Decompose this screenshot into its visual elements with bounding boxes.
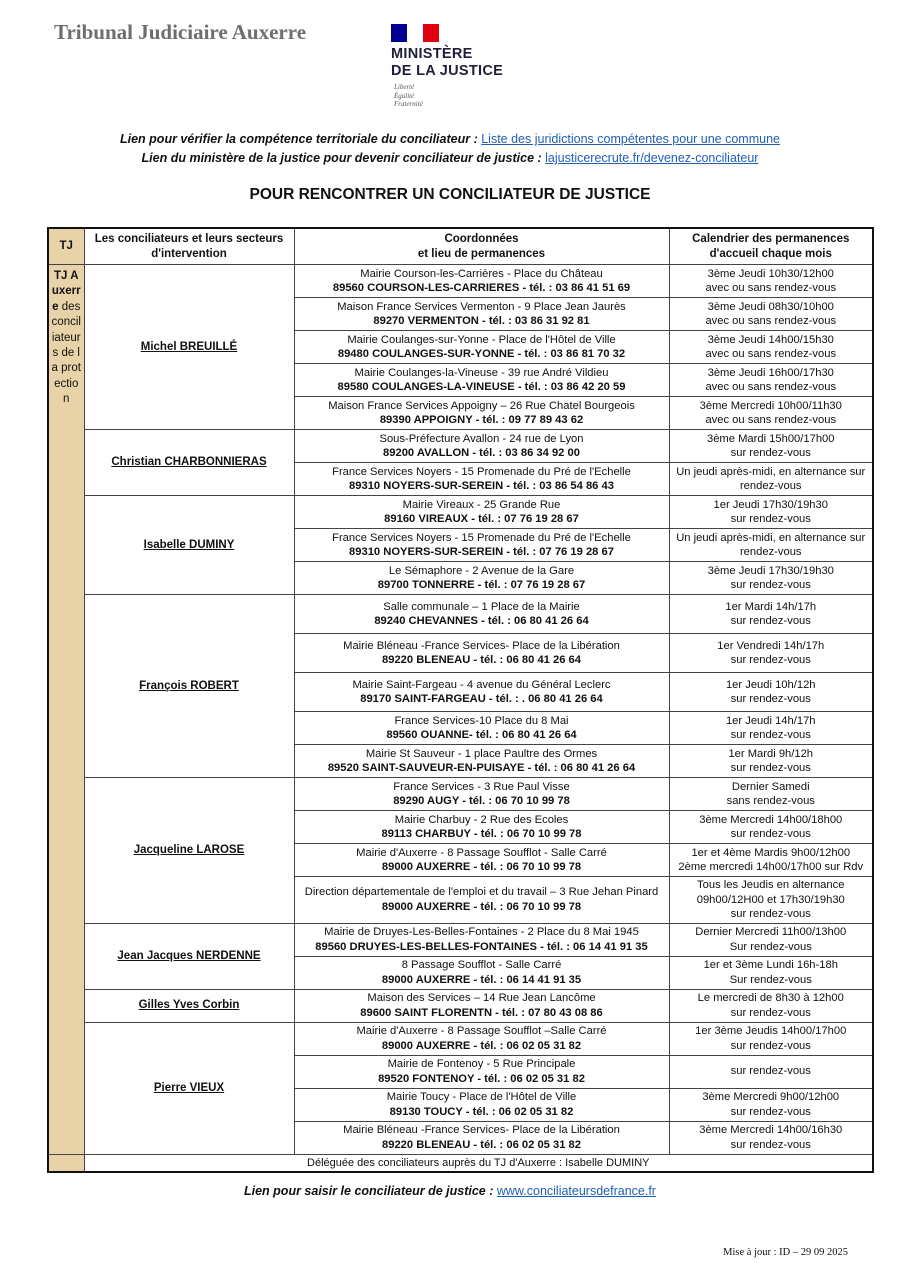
link-line-recrute — [0, 151, 900, 165]
schedule-cell — [669, 430, 873, 463]
link-label: Lien pour saisir le conciliateur de justice : — [244, 1184, 494, 1198]
location-cell — [294, 1055, 669, 1088]
location-address: 8 Passage Soufflot - Salle Carré — [401, 959, 562, 971]
saisir-link-line — [0, 1184, 900, 1198]
schedule-cell — [669, 745, 873, 778]
conciliateur-name: Jacqueline LAROSE — [133, 844, 245, 856]
location-cell — [294, 844, 669, 877]
table-row — [48, 989, 873, 1022]
schedule-cell — [669, 1121, 873, 1154]
table-row — [48, 923, 873, 956]
conciliateur-cell — [84, 265, 294, 430]
location-phone: 89480 COULANGES-SUR-YONNE - tél. : 03 86 81 70 32 — [337, 348, 626, 360]
schedule-line: Un jeudi après-midi, en alternance sur — [676, 531, 866, 544]
schedule-line: sur rendez-vous — [730, 513, 811, 525]
location-phone: 89520 FONTENOY - tél. : 06 02 05 31 82 — [378, 1072, 585, 1085]
location-phone: 89580 COULANGES-LA-VINEUSE - tél. : 03 86 42 20 59 — [337, 381, 626, 393]
schedule-line: sur rendez-vous — [730, 1065, 811, 1078]
location-address: Mairie de Druyes-Les-Belles-Fontaines - 2 Place du 8 Mai 1945 — [324, 926, 639, 938]
location-phone: 89560 COURSON-LES-CARRIERES - tél. : 03 86 41 51 69 — [332, 282, 631, 294]
delegate-row — [48, 1154, 873, 1172]
location-address: Mairie Toucy - Place de l'Hôtel de Ville — [386, 1091, 577, 1103]
location-address: Maison France Services Appoigny – 26 Rue Chatel Bourgeois — [328, 399, 635, 412]
schedule-cell — [669, 397, 873, 430]
location-phone: 89270 VERMENTON - tél. : 03 86 31 92 81 — [373, 315, 590, 327]
location-phone: 89000 AUXERRE - tél. : 06 14 41 91 35 — [381, 973, 582, 986]
location-phone: 89160 VIREAUX - tél. : 07 76 19 28 67 — [384, 513, 579, 525]
location-address: Mairie de Fontenoy - 5 Rue Principale — [387, 1058, 576, 1070]
schedule-line: Sur rendez-vous — [729, 940, 812, 953]
schedule-line: Le mercredi de 8h30 à 12h00 — [697, 992, 844, 1004]
location-cell — [294, 463, 669, 496]
location-address: Mairie Bléneau -France Services- Place de la Libération — [343, 639, 620, 652]
tj-cell-footer — [48, 1154, 84, 1172]
schedule-line: avec ou sans rendez-vous — [705, 381, 837, 393]
schedule-line: 3ème Jeudi 08h30/10h00 — [707, 300, 834, 313]
conciliateur-name: Michel BREUILLÉ — [140, 340, 238, 353]
schedule-line: 1er Mardi 14h/17h — [725, 600, 817, 613]
conciliateur-cell — [84, 1022, 294, 1154]
conciliateur-cell — [84, 778, 294, 924]
schedule-line: sur rendez-vous — [730, 908, 811, 920]
location-cell — [294, 989, 669, 1022]
conciliateur-cell — [84, 923, 294, 989]
location-phone: 89560 OUANNE- tél. : 06 80 41 26 64 — [386, 729, 577, 741]
table-row — [48, 778, 873, 811]
conciliateur-name: Gilles Yves Corbin — [138, 999, 240, 1012]
schedule-line: sans rendez-vous — [726, 795, 815, 807]
conciliateur-name: Christian CHARBONNIERAS — [111, 456, 267, 469]
link-label: Lien du ministère de la justice pour devenir conciliateur de justice : — [141, 151, 542, 165]
schedule-line: sur rendez-vous — [730, 828, 811, 840]
location-cell — [294, 634, 669, 673]
tj-description: des conciliateurs de la protection — [51, 300, 81, 406]
location-cell — [294, 778, 669, 811]
location-address: Sous-Préfecture Avallon - 24 rue de Lyon — [379, 432, 584, 445]
schedule-line: sur rendez-vous — [730, 729, 811, 741]
location-phone: 89560 DRUYES-LES-BELLES-FONTAINES - tél. : 06 14 41 91 35 — [315, 940, 648, 953]
location-address: France Services - 3 Rue Paul Visse — [393, 780, 570, 793]
schedule-line: Sur rendez-vous — [729, 973, 812, 986]
location-address: Direction départementale de l'emploi et du travail – 3 Rue Jehan Pinard — [304, 886, 659, 899]
location-cell — [294, 673, 669, 712]
schedule-line: avec ou sans rendez-vous — [705, 315, 837, 327]
schedule-line: 1er et 4ème Mardis 9h00/12h00 — [691, 846, 851, 859]
link-label: Lien pour vérifier la compétence territoriale du conciliateur : — [120, 132, 478, 146]
schedule-cell — [669, 331, 873, 364]
header-coordonnees: Coordonnées et lieu de permanences — [294, 228, 669, 265]
schedule-line: 1er Mardi 9h/12h — [728, 747, 814, 760]
schedule-line: 1er Jeudi 10h/12h — [725, 678, 816, 691]
location-phone: 89130 TOUCY - tél. : 06 02 05 31 82 — [389, 1105, 574, 1118]
schedule-line: sur rendez-vous — [730, 762, 811, 774]
location-phone: 89200 AVALLON - tél. : 03 86 34 92 00 — [383, 447, 580, 459]
schedule-line: 3ème Mercredi 14h00/16h30 — [699, 1124, 843, 1136]
location-phone: 89000 AUXERRE - tél. : 06 02 05 31 82 — [381, 1039, 582, 1052]
location-phone: 89000 AUXERRE - tél. : 06 70 10 99 78 — [381, 861, 582, 873]
schedule-line: sur rendez-vous — [730, 579, 811, 591]
table-row — [48, 265, 873, 298]
location-cell — [294, 430, 669, 463]
link-line-competence — [0, 132, 900, 146]
schedule-cell — [669, 496, 873, 529]
schedule-line: 1er et 3ème Lundi 16h-18h — [703, 959, 838, 971]
location-cell — [294, 1088, 669, 1121]
schedule-cell — [669, 673, 873, 712]
schedule-line: Dernier Samedi — [731, 780, 810, 793]
schedule-cell — [669, 529, 873, 562]
schedule-line: 1er Vendredi 14h/17h — [717, 639, 825, 652]
schedule-line: Tous les Jeudis en alternance — [697, 879, 845, 891]
location-cell — [294, 397, 669, 430]
location-cell — [294, 745, 669, 778]
marianne-flag-icon — [391, 24, 439, 42]
schedule-cell — [669, 595, 873, 634]
location-phone: 89310 NOYERS-SUR-SEREIN - tél. : 03 86 54 86 43 — [349, 480, 614, 492]
schedule-line: sur rendez-vous — [730, 615, 811, 627]
schedule-line: avec ou sans rendez-vous — [705, 414, 837, 426]
tj-cell — [48, 265, 84, 1155]
conciliateur-name: Pierre VIEUX — [153, 1081, 225, 1094]
schedule-line: 1er 3ème Jeudis 14h00/17h00 — [695, 1025, 847, 1037]
location-phone: 89170 SAINT-FARGEAU - tél. : . 06 80 41 26 64 — [360, 693, 603, 705]
table-row — [48, 595, 873, 634]
location-address: Maison France Services Vermenton - 9 Place Jean Jaurès — [337, 300, 626, 313]
schedule-line: sur rendez-vous — [730, 1138, 811, 1151]
schedule-line: 3ème Mardi 15h00/17h00 — [706, 432, 835, 445]
header-conciliateurs: Les conciliateurs et leurs secteurs d'intervention — [84, 228, 294, 265]
schedule-line: avec ou sans rendez-vous — [705, 348, 837, 360]
schedule-cell — [669, 562, 873, 595]
location-address: Mairie Coulanges-la-Vineuse - 39 rue André Vildieu — [354, 366, 609, 379]
schedule-line: 1er Jeudi 14h/17h — [725, 714, 816, 727]
table-row — [48, 496, 873, 529]
location-phone: 89220 BLENEAU - tél. : 06 80 41 26 64 — [382, 654, 581, 666]
schedule-line: sur rendez-vous — [730, 654, 811, 666]
schedule-line: rendez-vous — [739, 546, 802, 558]
location-address: Mairie Vireaux - 25 Grande Rue — [402, 498, 561, 511]
conciliateur-cell — [84, 989, 294, 1022]
header-tj: TJ — [48, 228, 84, 265]
schedule-cell — [669, 1055, 873, 1088]
delegate-text: Déléguée des conciliateurs auprès du TJ d'Auxerre : Isabelle DUMINY — [84, 1154, 873, 1172]
schedule-line: sur rendez-vous — [730, 1039, 811, 1052]
schedule-cell — [669, 778, 873, 811]
location-address: Mairie d'Auxerre - 8 Passage Soufflot –Salle Carré — [356, 1025, 607, 1037]
location-address: Mairie Bléneau -France Services- Place de la Libération — [343, 1124, 620, 1136]
location-address: Maison des Services – 14 Rue Jean Lancôme — [367, 992, 596, 1004]
location-cell — [294, 811, 669, 844]
recrute-link[interactable]: lajusticerecrute.fr/devenez-conciliateur — [545, 151, 759, 165]
location-cell — [294, 877, 669, 924]
schedule-line: 2ème mercredi 14h00/17h00 sur Rdv — [678, 861, 864, 873]
conciliateur-name: Jean Jacques NERDENNE — [117, 949, 261, 962]
tj-name: TJ Auxerre — [51, 270, 81, 313]
location-cell — [294, 364, 669, 397]
conciliateurs-france-link[interactable]: www.conciliateursdefrance.fr — [496, 1184, 656, 1198]
location-address: Mairie Saint-Fargeau - 4 avenue du Général Leclerc — [352, 678, 611, 691]
location-address: Le Sémaphore - 2 Avenue de la Gare — [388, 564, 575, 577]
schedule-line: 3ème Jeudi 17h30/19h30 — [707, 564, 834, 577]
location-address: France Services Noyers - 15 Promenade du Pré de l'Echelle — [332, 531, 631, 544]
schedule-cell — [669, 265, 873, 298]
schedule-cell — [669, 956, 873, 989]
location-phone: 89240 CHEVANNES - tél. : 06 80 41 26 64 — [374, 615, 589, 627]
location-phone: 89390 APPOIGNY - tél. : 09 77 89 43 62 — [379, 414, 584, 426]
schedule-cell — [669, 712, 873, 745]
table-row — [48, 1022, 873, 1055]
schedule-line: Un jeudi après-midi, en alternance sur — [676, 465, 866, 478]
location-phone: 89113 CHARBUY - tél. : 06 70 10 99 78 — [381, 828, 582, 840]
schedule-line: 3ème Mercredi 14h00/18h00 — [699, 813, 843, 826]
location-cell — [294, 1022, 669, 1055]
page-title: POUR RENCONTRER UN CONCILIATEUR DE JUSTICE — [249, 186, 651, 203]
schedule-line: 3ème Jeudi 14h00/15h30 — [707, 333, 834, 346]
schedule-cell — [669, 1022, 873, 1055]
location-address: Mairie Coulanges-sur-Yonne - Place de l'Hôtel de Ville — [347, 333, 616, 346]
location-phone: 89600 SAINT FLORENTN - tél. : 07 80 43 08 86 — [360, 1006, 603, 1019]
schedule-cell — [669, 811, 873, 844]
schedule-cell — [669, 364, 873, 397]
schedule-line: 3ème Mercredi 9h00/12h00 — [702, 1091, 840, 1103]
location-cell — [294, 496, 669, 529]
location-address: Mairie St Sauveur - 1 place Paultre des Ormes — [365, 747, 598, 760]
location-cell — [294, 265, 669, 298]
location-cell — [294, 562, 669, 595]
court-name: Tribunal Judiciaire Auxerre — [54, 20, 307, 44]
location-cell — [294, 595, 669, 634]
competence-link[interactable]: Liste des juridictions compétentes pour une commune — [481, 132, 780, 146]
location-cell — [294, 529, 669, 562]
conciliateur-name: François ROBERT — [139, 679, 239, 692]
location-phone: 89310 NOYERS-SUR-SEREIN - tél. : 07 76 19 28 67 — [349, 546, 614, 558]
conciliateurs-table — [47, 227, 874, 1173]
schedule-line: 3ème Mercredi 10h00/11h30 — [699, 399, 842, 412]
schedule-line: sur rendez-vous — [730, 693, 811, 705]
location-phone: 89000 AUXERRE - tél. : 06 70 10 99 78 — [381, 900, 582, 913]
table-header-row — [48, 228, 873, 265]
schedule-line: rendez-vous — [739, 480, 802, 492]
schedule-line: sur rendez-vous — [730, 1006, 811, 1019]
location-cell — [294, 923, 669, 956]
schedule-cell — [669, 1088, 873, 1121]
location-address: Mairie d'Auxerre - 8 Passage Soufflot - Salle Carré — [356, 846, 607, 859]
schedule-cell — [669, 463, 873, 496]
location-phone: 89290 AUGY - tél. : 06 70 10 99 78 — [393, 795, 570, 807]
update-date: Mise à jour : ID – 29 09 2025 — [723, 1247, 848, 1258]
location-address: France Services-10 Place du 8 Mai — [394, 714, 569, 727]
schedule-cell — [669, 634, 873, 673]
schedule-cell — [669, 989, 873, 1022]
ministry-name: MINISTÈRE DE LA JUSTICE — [391, 46, 504, 79]
schedule-cell — [669, 844, 873, 877]
conciliateur-cell — [84, 496, 294, 595]
location-cell — [294, 712, 669, 745]
schedule-cell — [669, 923, 873, 956]
conciliateur-cell — [84, 595, 294, 778]
schedule-line: sur rendez-vous — [730, 1105, 811, 1118]
conciliateur-cell — [84, 430, 294, 496]
location-cell — [294, 956, 669, 989]
location-cell — [294, 298, 669, 331]
location-address: France Services Noyers - 15 Promenade du Pré de l'Echelle — [332, 465, 631, 478]
location-address: Mairie Courson-les-Carrières - Place du Château — [360, 267, 603, 280]
location-cell — [294, 331, 669, 364]
schedule-line: 09h00/12H00 et 17h30/19h30 — [696, 893, 845, 906]
location-address: Salle communale – 1 Place de la Mairie — [383, 600, 580, 613]
location-cell — [294, 1121, 669, 1154]
schedule-line: Dernier Mercredi 11h00/13h00 — [695, 926, 847, 938]
schedule-line: sur rendez-vous — [730, 447, 811, 459]
location-phone: 89700 TONNERRE - tél. : 07 76 19 28 67 — [377, 579, 586, 591]
schedule-cell — [669, 877, 873, 924]
schedule-cell — [669, 298, 873, 331]
header-calendrier: Calendrier des permanences d'accueil chaque mois — [669, 228, 873, 265]
location-address: Mairie Charbuy - 2 Rue des Ecoles — [394, 813, 569, 826]
motto: Liberté Égalité Fraternité — [394, 83, 423, 108]
conciliateur-name: Isabelle DUMINY — [143, 538, 235, 551]
schedule-line: avec ou sans rendez-vous — [705, 282, 837, 294]
table-row — [48, 430, 873, 463]
schedule-line: 1er Jeudi 17h30/19h30 — [713, 498, 828, 511]
schedule-line: 3ème Jeudi 10h30/12h00 — [707, 267, 834, 280]
location-phone: 89220 BLENEAU - tél. : 06 02 05 31 82 — [382, 1138, 581, 1151]
location-phone: 89520 SAINT-SAUVEUR-EN-PUISAYE - tél. : 06 80 41 26 64 — [327, 762, 636, 774]
schedule-line: 3ème Jeudi 16h00/17h30 — [707, 366, 834, 379]
